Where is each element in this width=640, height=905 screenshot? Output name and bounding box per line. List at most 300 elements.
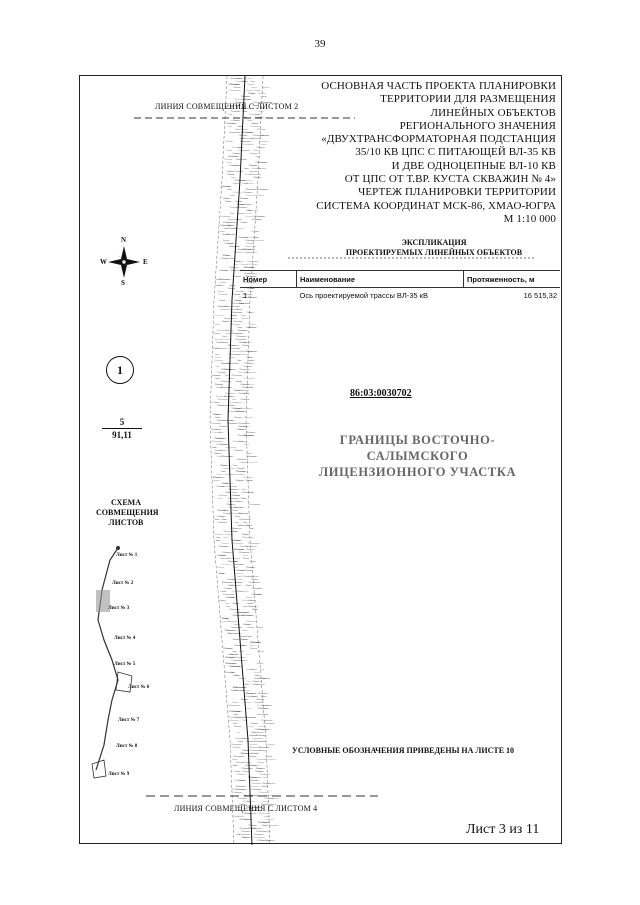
corridor-hatch-mark [256, 759, 266, 760]
corridor-hatch-mark [220, 270, 229, 271]
corridor-hatch-mark [238, 213, 246, 214]
title-line-11: М 1:10 000 [503, 212, 556, 225]
corridor-hatch-mark [257, 714, 262, 715]
corridor-hatch-mark [249, 747, 261, 748]
corridor-hatch-mark [217, 456, 222, 457]
corridor-hatch-mark [244, 417, 253, 418]
corridor-hatch-mark [245, 216, 255, 217]
corridor-hatch-mark [252, 738, 263, 739]
corridor-hatch-mark [242, 837, 251, 838]
corridor-hatch-mark [249, 582, 260, 583]
corridor-hatch-mark [211, 429, 221, 430]
corridor-hatch-mark [221, 387, 232, 388]
title-line-7: И ДВЕ ОДНОЦЕПНЫЕ ВЛ-10 КВ [391, 159, 556, 172]
corridor-hatch-mark [216, 537, 220, 538]
corridor-hatch-mark [253, 576, 259, 577]
corridor-hatch-mark [216, 474, 224, 475]
corridor-hatch-mark [246, 549, 254, 550]
corridor-hatch-mark [230, 447, 237, 448]
corridor-hatch-mark [224, 588, 232, 589]
corridor-hatch-mark [259, 813, 271, 814]
corridor-hatch-mark [229, 267, 238, 268]
corridor-hatch-mark [245, 615, 251, 616]
corridor-hatch-mark [257, 762, 264, 763]
corridor-hatch-mark [234, 408, 240, 409]
corridor-hatch-mark [234, 417, 242, 418]
corridor-hatch-mark [234, 780, 246, 781]
corridor-hatch-mark [221, 456, 233, 457]
corridor-hatch-mark [226, 606, 231, 607]
compass-north-label: N [121, 236, 127, 244]
corridor-hatch-mark [262, 825, 267, 826]
corridor-hatch-mark [217, 567, 224, 568]
corridor-hatch-mark [217, 420, 227, 421]
corridor-hatch-mark [267, 756, 272, 757]
corridor-hatch-mark [241, 96, 250, 97]
corridor-hatch-mark [228, 156, 238, 157]
corridor-hatch-mark [226, 141, 233, 142]
corridor-hatch-mark [238, 423, 250, 424]
corridor-hatch-mark [232, 465, 237, 466]
corridor-hatch-mark [256, 768, 265, 769]
corridor-hatch-mark [223, 468, 230, 469]
corridor-hatch-mark [239, 834, 250, 835]
license-area-line-2: ЛИЦЕНЗИОННОГО УЧАСТКА [318, 465, 517, 479]
corridor-hatch-mark [259, 708, 267, 709]
corridor-hatch-mark [250, 786, 259, 787]
corridor-hatch-mark [255, 675, 259, 676]
scheme-sheet-label: Лист № 3 [108, 606, 130, 611]
corridor-hatch-mark [225, 123, 235, 124]
corridor-hatch-mark [220, 558, 230, 559]
corridor-hatch-mark [237, 576, 241, 577]
col-number-header: Номер [240, 271, 297, 288]
corridor-hatch-mark [254, 741, 266, 742]
corridor-hatch-mark [230, 660, 240, 661]
corridor-hatch-mark [234, 714, 238, 715]
corridor-hatch-mark [217, 291, 224, 292]
corridor-hatch-mark [249, 744, 258, 745]
corridor-hatch-mark [229, 90, 240, 91]
title-line-10: СИСТЕМА КООРДИНАТ МСК-86, ХМАО-ЮГРА [316, 199, 556, 212]
corridor-hatch-mark [265, 819, 274, 820]
corridor-hatch-mark [249, 504, 261, 505]
corridor-hatch-mark [239, 552, 249, 553]
corridor-hatch-mark [236, 336, 248, 337]
corridor-hatch-mark [245, 78, 253, 79]
corridor-hatch-mark [240, 828, 249, 829]
corridor-hatch-mark [237, 474, 244, 475]
corridor-hatch-mark [238, 426, 249, 427]
corridor-hatch-mark [218, 498, 223, 499]
compass-east-label: E [143, 258, 148, 266]
corridor-hatch-mark [243, 702, 252, 703]
fraction-denominator: 91,11 [112, 430, 132, 440]
corridor-hatch-mark [247, 357, 253, 358]
corridor-hatch-mark [236, 732, 240, 733]
corridor-hatch-mark [258, 726, 266, 727]
corridor-hatch-mark [225, 657, 235, 658]
corridor-hatch-mark [265, 759, 276, 760]
row-length: 16 515,32 [523, 291, 557, 300]
corridor-hatch-mark [227, 150, 232, 151]
corridor-hatch-mark [233, 765, 238, 766]
legend-note: УСЛОВНЫЕ ОБОЗНАЧЕНИЯ ПРИВЕДЕНЫ НА ЛИСТЕ 10 [292, 746, 515, 755]
corridor-hatch-mark [232, 540, 241, 541]
corridor-hatch-mark [244, 684, 249, 685]
corridor-hatch-mark [244, 192, 251, 193]
corridor-hatch-mark [246, 741, 254, 742]
corridor-hatch-mark [219, 546, 229, 547]
fraction-numerator: 5 [102, 416, 142, 429]
corridor-hatch-mark [220, 258, 229, 259]
corridor-hatch-mark [261, 720, 272, 721]
corridor-hatch-mark [229, 132, 240, 133]
corridor-hatch-mark [229, 258, 234, 259]
title-line-6: 35/10 КВ ЦПС С ПИТАЮЩЕЙ ВЛ-35 КВ [355, 146, 556, 159]
corridor-hatch-mark [219, 300, 225, 301]
corridor-hatch-mark [246, 195, 256, 196]
title-line-4: РЕГИОНАЛЬНОГО ЗНАЧЕНИЯ [399, 119, 556, 132]
corridor-hatch-mark [222, 381, 228, 382]
corridor-hatch-mark [222, 564, 231, 565]
corridor-hatch-mark [249, 648, 257, 649]
corridor-hatch-mark [250, 645, 254, 646]
corridor-hatch-mark [238, 330, 248, 331]
corridor-hatch-mark [230, 558, 240, 559]
corridor-hatch-mark [239, 369, 249, 370]
corridor-hatch-mark [237, 327, 241, 328]
corridor-hatch-mark [239, 519, 251, 520]
corridor-hatch-mark [247, 120, 252, 121]
corridor-hatch-mark [212, 447, 216, 448]
corridor-hatch-mark [228, 498, 239, 499]
corridor-hatch-mark [256, 735, 267, 736]
title-line-9: ЧЕРТЕЖ ПЛАНИРОВКИ ТЕРРИТОРИИ [358, 186, 556, 199]
corridor-hatch-mark [254, 837, 265, 838]
corridor-hatch-mark [233, 321, 242, 322]
corridor-hatch-mark [237, 360, 241, 361]
corridor-hatch-mark [246, 453, 251, 454]
corridor-hatch-mark [225, 663, 235, 664]
corridor-hatch-mark [218, 522, 227, 523]
corridor-hatch-mark [252, 789, 262, 790]
corridor-hatch-mark [242, 768, 253, 769]
explication-title [290, 238, 578, 258]
corridor-hatch-mark [231, 357, 235, 358]
corridor-hatch-mark [218, 573, 225, 574]
corridor-hatch-mark [231, 84, 239, 85]
corridor-hatch-mark [232, 702, 239, 703]
corridor-hatch-mark [236, 471, 245, 472]
corridor-hatch-mark [228, 288, 235, 289]
corridor-hatch-mark [221, 552, 232, 553]
title-line-2: ТЕРРИТОРИИ ДЛЯ РАЗМЕЩЕНИЯ [380, 93, 556, 106]
corridor-hatch-mark [250, 81, 255, 82]
corridor-edge-line [210, 76, 234, 845]
corridor-hatch-mark [244, 444, 250, 445]
corridor-hatch-mark [215, 384, 223, 385]
corridor-hatch-mark [246, 585, 251, 586]
col-name-header: Наименование [297, 271, 464, 288]
corridor-hatch-mark [214, 519, 219, 520]
corridor-hatch-mark [241, 489, 246, 490]
corridor-hatch-mark [221, 543, 228, 544]
corridor-hatch-mark [216, 540, 221, 541]
corridor-hatch-mark [255, 771, 263, 772]
corridor-hatch-mark [229, 711, 240, 712]
corridor-hatch-mark [230, 348, 241, 349]
explication-title-line-2: ПРОЕКТИРУЕМЫХ ЛИНЕЙНЫХ ОБЪЕКТОВ [345, 248, 523, 257]
corridor-hatch-mark [234, 771, 241, 772]
corridor-hatch-mark [240, 354, 249, 355]
explication-title-line-1: ЭКСПЛИКАЦИЯ [401, 238, 467, 247]
corridor-hatch-mark [242, 345, 249, 346]
corridor-hatch-mark [224, 228, 228, 229]
corridor-hatch-mark [248, 825, 256, 826]
license-area-label [290, 432, 545, 480]
corridor-hatch-mark [243, 606, 248, 607]
corridor-hatch-mark [239, 135, 247, 136]
corridor-hatch-mark [227, 243, 234, 244]
corridor-hatch-mark [250, 561, 256, 562]
corridor-hatch-mark [214, 360, 223, 361]
object-number-badge: 1 [106, 356, 134, 384]
corridor-hatch-mark [219, 600, 226, 601]
corridor-hatch-mark [247, 360, 254, 361]
title-line-8: ОТ ЦПС ОТ Т.ВР. КУСТА СКВАЖИН № 4» [344, 173, 556, 186]
corridor-hatch-mark [228, 126, 233, 127]
scheme-sheet-label: Лист № 7 [118, 718, 140, 723]
corridor-hatch-mark [245, 246, 251, 247]
corridor-hatch-mark [247, 84, 255, 85]
corridor-hatch-mark [235, 738, 243, 739]
corridor-hatch-mark [246, 462, 257, 463]
corridor-hatch-mark [245, 363, 253, 364]
corridor-hatch-mark [243, 267, 254, 268]
corridor-hatch-mark [217, 372, 226, 373]
corridor-hatch-mark [247, 603, 253, 604]
corridor-hatch-mark [242, 534, 249, 535]
corridor-hatch-mark [238, 678, 246, 679]
corridor-hatch-mark [219, 516, 224, 517]
title-block [256, 80, 556, 226]
corridor-hatch-mark [267, 825, 278, 826]
corridor-hatch-mark [223, 594, 234, 595]
corridor-hatch-mark [245, 762, 251, 763]
corridor-hatch-mark [246, 597, 252, 598]
corridor-hatch-mark [216, 342, 227, 343]
corridor-hatch-mark [258, 792, 268, 793]
corridor-hatch-mark [242, 630, 248, 631]
corridor-hatch-mark [239, 150, 250, 151]
corridor-hatch-mark [236, 786, 246, 787]
corridor-hatch-mark [254, 834, 263, 835]
corridor-hatch-mark [215, 354, 219, 355]
corridor-hatch-mark [246, 213, 253, 214]
corridor-hatch-mark [218, 495, 227, 496]
scheme-sheet-label: Лист № 8 [116, 744, 138, 749]
corridor-hatch-mark [240, 129, 247, 130]
corridor-hatch-mark [250, 780, 258, 781]
corridor-hatch-mark [216, 366, 220, 367]
corridor-hatch-mark [264, 774, 269, 775]
corridor-hatch-mark [225, 603, 230, 604]
corridor-hatch-mark [243, 558, 250, 559]
page-number: 39 [314, 38, 326, 50]
corridor-hatch-mark [247, 681, 251, 682]
corridor-hatch-mark [247, 456, 257, 457]
corridor-hatch-mark [233, 567, 239, 568]
corridor-hatch-mark [260, 669, 264, 670]
corridor-hatch-mark [229, 402, 241, 403]
corridor-hatch-mark [221, 591, 227, 592]
corridor-hatch-mark [236, 381, 242, 382]
corridor-hatch-mark [245, 240, 254, 241]
corridor-hatch-mark [246, 90, 253, 91]
corridor-hatch-mark [248, 543, 260, 544]
corridor-hatch-mark [226, 333, 232, 334]
corridor-hatch-mark [251, 783, 261, 784]
scheme-sheet-label: Лист № 1 [116, 553, 138, 558]
corridor-hatch-mark [227, 486, 237, 487]
corridor-hatch-mark [251, 723, 258, 724]
corridor-hatch-mark [244, 168, 249, 169]
corridor-hatch-mark [261, 696, 267, 697]
scheme-sheet-label: Лист № 9 [108, 772, 130, 777]
explication-table [240, 270, 560, 303]
corridor-hatch-mark [224, 198, 231, 199]
corridor-hatch-mark [220, 282, 227, 283]
corridor-hatch-mark [231, 627, 242, 628]
corridor-hatch-mark [262, 714, 268, 715]
corridor-hatch-mark [245, 570, 253, 571]
corridor-hatch-mark [241, 159, 247, 160]
corridor-hatch-mark [245, 624, 250, 625]
corridor-hatch-mark [214, 414, 220, 415]
corridor-hatch-mark [227, 189, 231, 190]
corridor-hatch-mark [233, 639, 240, 640]
scheme-sheet-label: Лист № 5 [114, 662, 136, 667]
corridor-hatch-mark [219, 426, 227, 427]
corridor-hatch-mark [241, 315, 246, 316]
corridor-hatch-mark [233, 603, 239, 604]
corridor-hatch-mark [214, 315, 224, 316]
corridor-hatch-mark [233, 294, 240, 295]
corridor-hatch-mark [251, 579, 257, 580]
corridor-hatch-mark [252, 588, 263, 589]
corridor-hatch-mark [216, 444, 227, 445]
corridor-hatch-mark [215, 378, 220, 379]
corridor-hatch-mark [214, 534, 223, 535]
corridor-hatch-mark [249, 528, 253, 529]
corridor-hatch-mark [243, 522, 248, 523]
corridor-hatch-mark [214, 324, 220, 325]
corridor-hatch-mark [229, 405, 235, 406]
corridor-hatch-mark [218, 294, 228, 295]
scheme-title [96, 498, 159, 528]
corridor-hatch-mark [223, 240, 230, 241]
corridor-hatch-mark [211, 423, 221, 424]
corridor-hatch-mark [246, 480, 253, 481]
corridor-hatch-mark [219, 231, 224, 232]
corridor-hatch-mark [233, 87, 240, 88]
corridor-hatch-mark [249, 756, 257, 757]
corridor-hatch-mark [217, 399, 228, 400]
corridor-hatch-mark [252, 753, 259, 754]
corridor-hatch-mark [223, 321, 232, 322]
corridor-hatch-mark [235, 516, 241, 517]
corridor-hatch-mark [226, 597, 235, 598]
corridor-hatch-mark [243, 555, 247, 556]
corridor-hatch-mark [225, 201, 232, 202]
corridor-hatch-mark [265, 744, 275, 745]
pole-fraction-label [102, 416, 142, 441]
join-line-bottom-label: ЛИНИЯ СОВМЕЩЕНИЯ С ЛИСТОМ 4 [174, 804, 318, 813]
corridor-hatch-mark [235, 129, 239, 130]
license-area-line-1: ГРАНИЦЫ ВОСТОЧНО-САЛЫМСКОГО [339, 433, 496, 463]
corridor-hatch-mark [233, 183, 239, 184]
corridor-hatch-mark [242, 492, 254, 493]
corridor-hatch-mark [231, 177, 235, 178]
corridor-hatch-mark [222, 336, 227, 337]
corridor-hatch-mark [238, 207, 245, 208]
corridor-hatch-mark [253, 609, 257, 610]
scheme-sheet-label: Лист № 6 [128, 685, 150, 690]
corridor-hatch-mark [225, 375, 230, 376]
corridor-hatch-mark [230, 213, 234, 214]
corridor-hatch-mark [254, 594, 262, 595]
corridor-hatch-mark [242, 771, 249, 772]
corridor-hatch-mark [257, 663, 264, 664]
corridor-hatch-mark [266, 795, 272, 796]
corridor-hatch-mark [236, 480, 244, 481]
corridor-hatch-mark [213, 333, 220, 334]
corridor-hatch-mark [232, 510, 238, 511]
corridor-hatch-mark [240, 222, 247, 223]
corridor-hatch-mark [232, 399, 237, 400]
corridor-hatch-mark [247, 627, 254, 628]
compass-rose-icon [108, 246, 140, 278]
corridor-hatch-mark [237, 468, 245, 469]
corridor-hatch-mark [235, 339, 246, 340]
corridor-hatch-mark [232, 747, 240, 748]
corridor-hatch-mark [255, 699, 264, 700]
corridor-hatch-mark [241, 399, 250, 400]
corridor-hatch-mark [215, 417, 220, 418]
corridor-hatch-mark [213, 477, 225, 478]
corridor-hatch-mark [237, 798, 247, 799]
corridor-hatch-mark [227, 423, 237, 424]
corridor-hatch-mark [253, 240, 264, 241]
corridor-hatch-mark [235, 261, 244, 262]
corridor-hatch-mark [242, 537, 254, 538]
corridor-hatch-mark [230, 324, 240, 325]
corridor-hatch-mark [229, 285, 235, 286]
corridor-hatch-mark [251, 732, 263, 733]
corridor-hatch-mark [246, 654, 250, 655]
corridor-hatch-mark [246, 708, 252, 709]
corridor-hatch-mark [234, 573, 243, 574]
corridor-hatch-mark [234, 564, 243, 565]
corridor-hatch-mark [247, 243, 254, 244]
corridor-hatch-mark [222, 339, 232, 340]
scheme-title-line-1: СХЕМА [110, 498, 141, 507]
corridor-hatch-mark [222, 519, 227, 520]
corridor-hatch-mark [263, 777, 268, 778]
corridor-hatch-mark [214, 339, 223, 340]
corridor-hatch-mark [241, 831, 249, 832]
